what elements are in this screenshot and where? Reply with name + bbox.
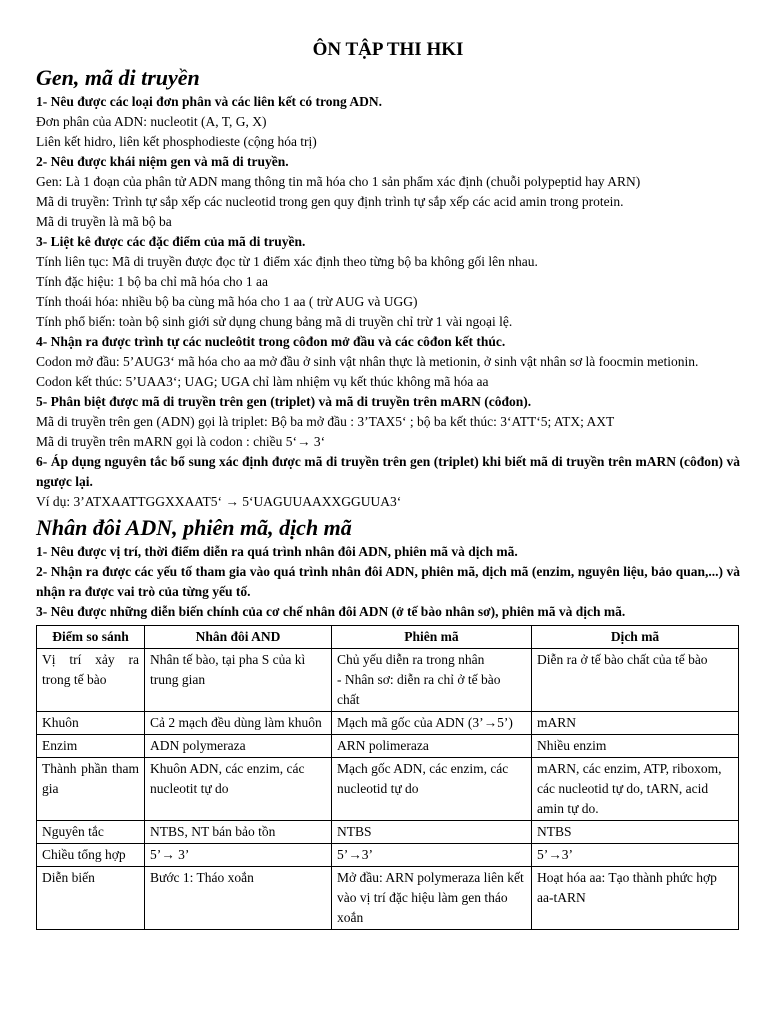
table-cell: Hoạt hóa aa: Tạo thành phức hợp aa-tARN [532,867,739,930]
section-heading-replication: Nhân đôi ADN, phiên mã, dịch mã [36,515,352,540]
table-row [37,821,739,844]
question-heading: 4- Nhận ra được trình tự các nucleôtit trong côđon mở đầu và các côđon kết thúc. [36,334,506,349]
section-heading-gene-code: Gen, mã di truyền [36,65,200,90]
table-cell: Nguyên tắc [37,821,145,844]
table-cell: Bước 1: Tháo xoắn [145,867,332,930]
table-cell: Vị trí xảy ra trong tế bào [37,649,145,712]
paragraph-line: Codon mở đầu: 5’AUG3‘ mã hóa cho aa mở đầu ở sinh vật nhân thực là metionin, ở sinh vật nhân sơ là foocmin metionin. [36,354,699,369]
paragraph-line: Mã di truyền trên mARN gọi là codon : chiều 5‘→ 3‘ [36,434,326,449]
paragraph-line: Mã di truyền: Trình tự sắp xếp các nucleotid trong gen quy định trình tự sắp xếp các acid amin trong protein. [36,194,624,209]
table-cell: Mở đầu: ARN polymeraza liên kết vào vị trí đặc hiệu làm gen tháo xoắn [332,867,532,930]
table-header-cell: Phiên mã [332,626,532,649]
paragraph-line: Tính phổ biến: toàn bộ sinh giới sử dụng chung bảng mã di truyền chỉ trừ 1 vài ngoại lệ. [36,314,513,329]
question-heading: 3- Liệt kê được các đặc điểm của mã di truyền. [36,234,306,249]
question-heading: 1- Nêu được vị trí, thời điểm diễn ra quá trình nhân đôi ADN, phiên mã và dịch mã. [36,544,518,559]
page-title: ÔN TẬP THI HKI [312,39,464,60]
paragraph-line: Tính liên tục: Mã di truyền được đọc từ 1 điểm xác định theo từng bộ ba không gối lên nhau. [36,254,538,269]
paragraph-line: Mã di truyền trên gen (ADN) gọi là triplet: Bộ ba mở đầu : 3’TAX5‘ ; bộ ba kết thúc: 3‘ATT‘5; ATX; AXT [36,414,615,429]
table-body [37,649,739,930]
table-cell: 5’→3’ [532,844,739,867]
paragraph-line: Đơn phân của ADN: nucleotit (A, T, G, X) [36,114,267,129]
table-cell: mARN [532,712,739,735]
question-heading: 2- Nêu được khái niệm gen và mã di truyền. [36,154,289,169]
paragraph-line: Mã di truyền là mã bộ ba [36,214,172,229]
table-row [37,758,739,821]
question-heading: 6- Áp dụng nguyên tắc bổ sung xác định được mã di truyền trên gen (triplet) khi biết mã di truyền trên mARN (côđon) và ngược lại. [36,454,740,489]
paragraph-line: Liên kết hidro, liên kết phosphodieste (cộng hóa trị) [36,134,317,149]
table-header-cell: Nhân đôi AND [145,626,332,649]
table-cell: Nhân tế bào, tại pha S của kì trung gian [145,649,332,712]
question-heading: 5- Phân biệt được mã di truyền trên gen (triplet) và mã di truyền trên mARN (côđon). [36,394,532,409]
table-cell: Cả 2 mạch đều dùng làm khuôn [145,712,332,735]
table-cell: Chủ yếu diễn ra trong nhân - Nhân sơ: diễn ra chỉ ở tế bào chất [332,649,532,712]
table-cell: NTBS, NT bán bảo tồn [145,821,332,844]
table-cell: NTBS [532,821,739,844]
table-cell: Khuôn [37,712,145,735]
table-cell: Mạch mã gốc của ADN (3’→5’) [332,712,532,735]
table-cell: ADN polymeraza [145,735,332,758]
table-row [37,712,739,735]
table-row [37,867,739,930]
table-cell: Khuôn ADN, các enzim, các nucleotit tự do [145,758,332,821]
table-cell: Enzim [37,735,145,758]
table-cell: Mạch gốc ADN, các enzim, các nucleotid tự do [332,758,532,821]
paragraph-line: Ví dụ: 3’ATXAATTGGXXAAT5‘ → 5‘UAGUUAAXXGGUUA3‘ [36,494,402,509]
table-cell: Diễn ra ở tế bào chất của tế bào [532,649,739,712]
paragraph-line: Codon kết thúc: 5’UAA3‘; UAG; UGA chỉ làm nhiệm vụ kết thúc không mã hóa aa [36,374,489,389]
table-header-cell: Dịch mã [532,626,739,649]
table-cell: 5’→3’ [332,844,532,867]
table-row [37,649,739,712]
question-heading: 2- Nhận ra được các yếu tố tham gia vào quá trình nhân đôi ADN, phiên mã, dịch mã (enzim, nguyên liệu, bảo quan,...) và nhận ra được vai trò của từng yếu tố. [36,564,740,599]
table-cell: Thành phần tham gia [37,758,145,821]
section-body-replication [36,542,740,622]
table-cell: ARN polimeraza [332,735,532,758]
paragraph-line: Gen: Là 1 đoạn của phân tử ADN mang thông tin mã hóa cho 1 sản phẩm xác định (chuỗi polypeptid hay ARN) [36,174,641,189]
question-heading: 1- Nêu được các loại đơn phân và các liên kết có trong ADN. [36,94,383,109]
paragraph-line: Tính đặc hiệu: 1 bộ ba chỉ mã hóa cho 1 aa [36,274,269,289]
table-header-cell: Điểm so sánh [37,626,145,649]
table-cell: mARN, các enzim, ATP, riboxom, các nucleotid tự do, tARN, acid amin tự do. [532,758,739,821]
table-cell: Nhiều enzim [532,735,739,758]
comparison-table [36,625,739,930]
table-row [37,735,739,758]
section-body-gene-code [36,92,740,512]
paragraph-line: Tính thoái hóa: nhiều bộ ba cùng mã hóa cho 1 aa ( trừ AUG và UGG) [36,294,418,309]
table-cell: Chiều tổng hợp [37,844,145,867]
question-heading: 3- Nêu được những diễn biến chính của cơ chế nhân đôi ADN (ở tế bào nhân sơ), phiên mã và dịch mã. [36,604,626,619]
table-cell: 5’→ 3’ [145,844,332,867]
table-cell: NTBS [332,821,532,844]
table-header-row [37,626,739,649]
table-row [37,844,739,867]
table-cell: Diễn biến [37,867,145,930]
